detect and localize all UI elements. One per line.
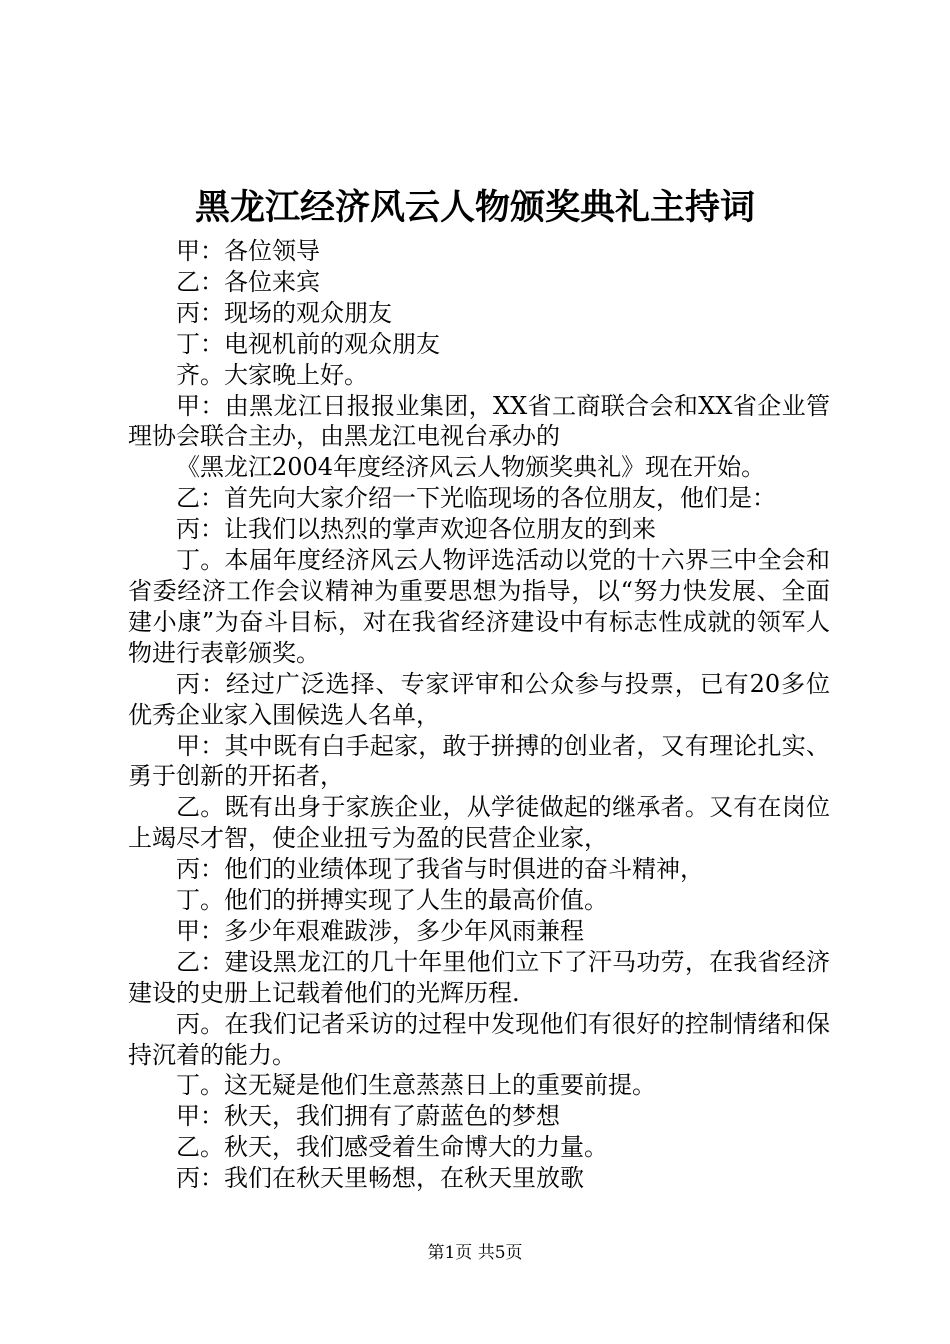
paragraph: 《黑龙江2004年度经济风云人物颁奖典礼》现在开始。 [176, 453, 766, 482]
paragraph: 乙：首先向大家介绍一下光临现场的各位朋友，他们是： [176, 484, 776, 513]
paragraph: 乙。既有出身于家族企业，从学徒做起的继承者。又有在岗位上竭尽才智，使企业扭亏为盈的民营企业家， [128, 793, 830, 853]
paragraph: 甲：多少年艰难跋涉，多少年风雨兼程 [176, 916, 584, 945]
paragraph: 甲：由黑龙江日报报业集团，XX省工商联合会和XX省企业管理协会联合主办，由黑龙江电视台承办的 [128, 391, 830, 451]
document-title: 黑龙江经济风云人物颁奖典礼主持词 [194, 187, 755, 228]
paragraph: 乙：建设黑龙江的几十年里他们立下了汗马功劳，在我省经济建设的史册上记载着他们的光辉历程. [128, 947, 830, 1007]
page-number-footer: 第1页 共5页 [427, 1243, 523, 1263]
paragraph: 丙：我们在秋天里畅想，在秋天里放歌 [176, 1164, 584, 1193]
paragraph: 丙。在我们记者采访的过程中发现他们有很好的控制情绪和保持沉着的能力。 [128, 1009, 830, 1069]
paragraph: 齐。大家晚上好。 [176, 360, 368, 389]
paragraph: 乙。秋天，我们感受着生命博大的力量。 [176, 1133, 608, 1162]
paragraph: 丙：他们的业绩体现了我省与时俱进的奋斗精神， [176, 855, 704, 884]
paragraph: 丁。本届年度经济风云人物评选活动以党的十六界三中全会和省委经济工作会议精神为重要思想为指导，以“努力快发展、全面建小康”为奋斗目标，对在我省经济建设中有标志性成就的领军人物进行表彰颁奖。 [128, 546, 830, 667]
paragraph: 甲：各位领导 [176, 237, 320, 265]
paragraph: 乙：各位来宾 [176, 267, 320, 296]
paragraph: 丁：电视机前的观众朋友 [176, 329, 440, 358]
paragraph: 丙：让我们以热烈的掌声欢迎各位朋友的到来 [176, 515, 656, 544]
paragraph: 丙：经过广泛选择、专家评审和公众参与投票，已有20多位优秀企业家入围候选人名单， [128, 669, 830, 729]
paragraph: 丁。他们的拼搏实现了人生的最高价值。 [176, 886, 608, 915]
paragraph: 甲：秋天，我们拥有了蔚蓝色的梦想 [176, 1102, 560, 1131]
paragraph: 丁。这无疑是他们生意蒸蒸日上的重要前提。 [176, 1071, 656, 1100]
paragraph: 丙：现场的观众朋友 [176, 298, 392, 327]
paragraph: 甲：其中既有白手起家，敢于拼搏的创业者，又有理论扎实、勇于创新的开拓者， [128, 731, 830, 791]
document-body [128, 236, 830, 1194]
